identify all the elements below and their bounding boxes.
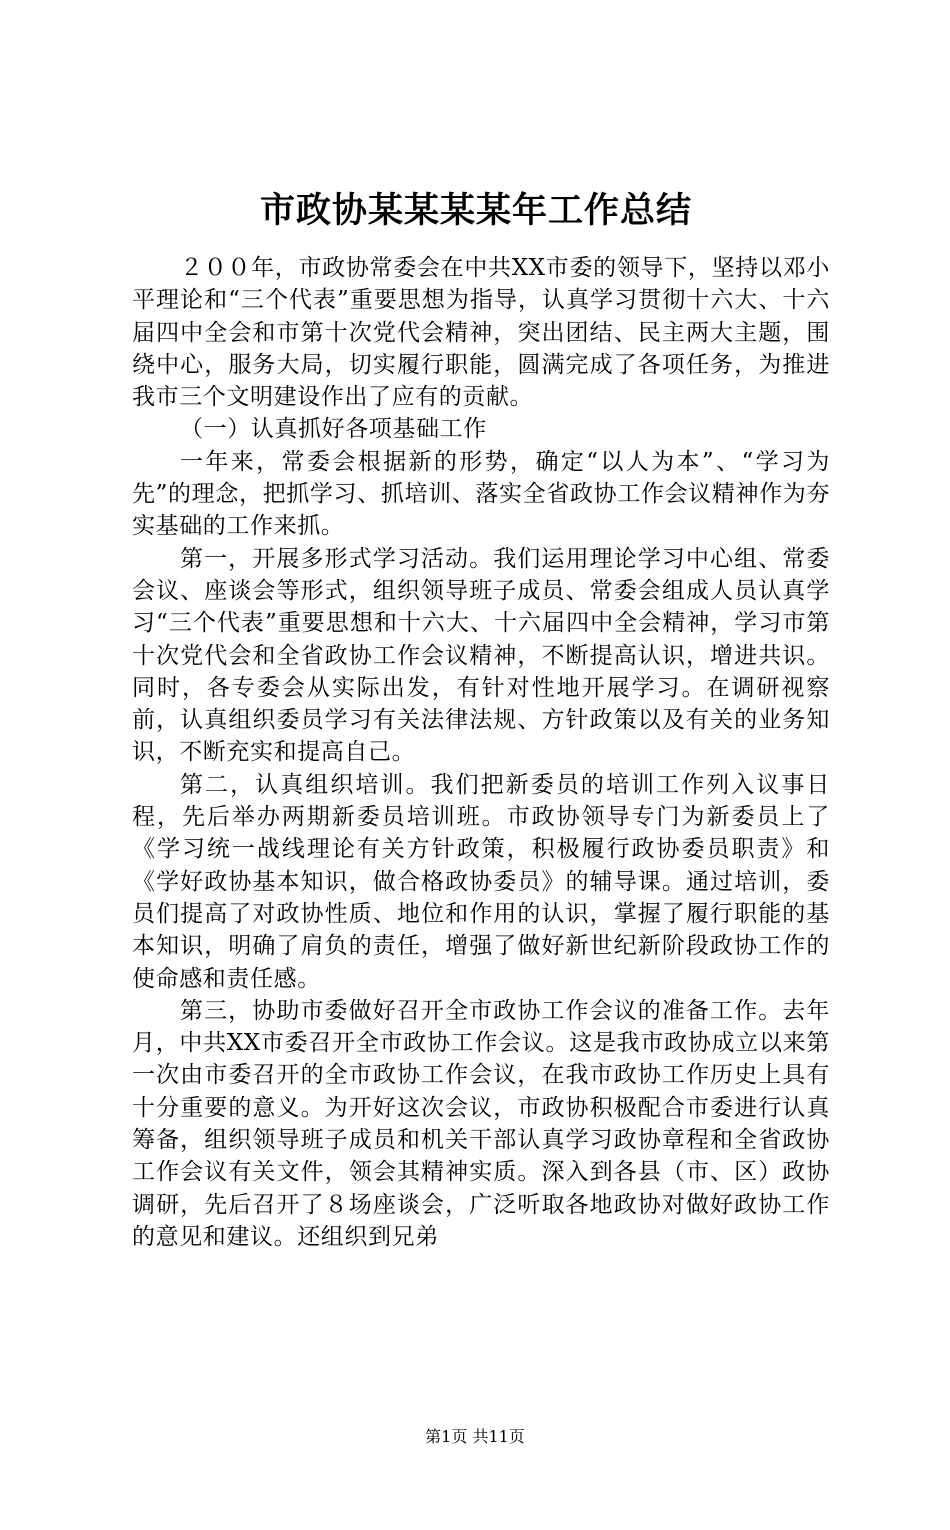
document-page xyxy=(0,186,950,1530)
paragraph: 一年来，常委会根据新的形势，确定“以人为本”、“学习为先”的理念，把抓学习、抓培训、落实全省政协工作会议精神作为夯实基础的工作来抓。 xyxy=(132,448,830,540)
paragraph: 第三，协助市委做好召开全市政协工作会议的准备工作。去年月，中共XX市委召开全市政协工作会议。这是我市政协成立以来第一次由市委召开的全市政协工作会议，在我市政协工作历史上具有十分重要的意义。为开好这次会议，市政协积极配合市委进行认真筹备，组织领导班子成员和机关干部认真学习政协章程和全省政协工作会议有关文件，领会其精神实质。深入到各县（市、区）政协调研，先后召开了８场座谈会，广泛听取各地政协对做好政协工作的意见和建议。还组织到兄弟 xyxy=(132,997,830,1250)
document-body xyxy=(132,252,830,1253)
paragraph: 第一，开展多形式学习活动。我们运用理论学习中心组、常委会议、座谈会等形式，组织领导班子成员、常委会组成人员认真学习“三个代表”重要思想和十六大、十六届四中全会精神，学习市第十次党代会和全省政协工作会议精神，不断提高认识，增进共识。同时，各专委会从实际出发，有针对性地开展学习。在调研视察前，认真组织委员学习有关法律法规、方针政策以及有关的业务知识，不断充实和提高自己。 xyxy=(132,545,830,766)
paragraph: ２００年，市政协常委会在中共XX市委的领导下，坚持以邓小平理论和“三个代表”重要思想为指导，认真学习贯彻十六大、十六届四中全会和市第十次党代会精神，突出团结、民主两大主题，围绕中心，服务大局，切实履行职能，圆满完成了各项任务，为推进我市三个文明建设作出了应有的贡献。 xyxy=(132,255,830,411)
document-title: 市政协某某某某年工作总结 xyxy=(259,190,692,231)
section-heading: （一）认真抓好各项基础工作 xyxy=(180,416,487,443)
paragraph: 第二，认真组织培训。我们把新委员的培训工作列入议事日程，先后举办两期新委员培训班。市政协领导专门为新委员上了《学习统一战线理论有关方针政策，积极履行政协委员职责》和《学好政协基本知识，做合格政协委员》的辅导课。通过培训，委员们提高了对政协性质、地位和作用的认识，掌握了履行职能的基本知识，明确了肩负的责任，增强了做好新世纪新阶段政协工作的使命感和责任感。 xyxy=(132,771,830,992)
page-footer: 第1页 共11页 xyxy=(425,1427,525,1446)
